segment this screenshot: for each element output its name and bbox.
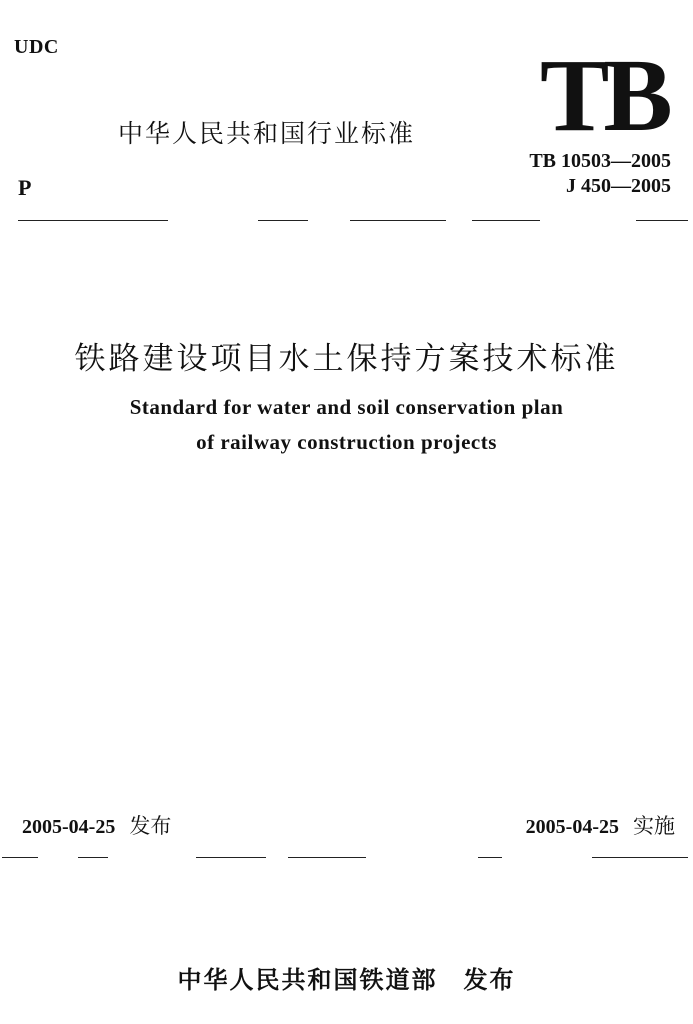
publish-label: 发布 (463, 966, 516, 994)
industry-standard-label: 中华人民共和国行业标准 (118, 119, 416, 148)
date-rule-segment (196, 857, 266, 858)
date-rule-segment (478, 857, 502, 858)
issue-label: 发布 (129, 814, 172, 838)
header-rule-segment (472, 220, 540, 221)
document-title-en-line1: Standard for water and soil conservation plan (129, 395, 564, 419)
implement-label: 实施 (633, 814, 675, 838)
header-rule-segment (636, 220, 688, 221)
implement-date-row (526, 810, 675, 840)
document-title-zh: 铁路建设项目水土保持方案技术标准 (74, 341, 619, 377)
udc-label: UDC (14, 36, 59, 58)
tb-logo: TB (540, 38, 667, 153)
issue-date-row (22, 810, 171, 840)
date-rule-segment (288, 857, 366, 858)
publisher-line (0, 960, 693, 995)
standard-number: TB 10503—2005 (529, 150, 671, 172)
date-rule-segment (2, 857, 38, 858)
date-rule-segment (592, 857, 688, 858)
document-title-en-line2: of railway construction projects (196, 430, 497, 454)
header-rule-segment (350, 220, 446, 221)
date-rule-segment (78, 857, 108, 858)
header-rule-segment (18, 220, 168, 221)
issue-date: 2005-04-25 (22, 816, 116, 838)
implement-date: 2005-04-25 (525, 816, 619, 838)
header-rule-segment (258, 220, 308, 221)
publisher-name: 中华人民共和国铁道部 (177, 966, 438, 994)
record-number: J 450—2005 (566, 175, 671, 197)
classification-code: P (18, 175, 32, 200)
